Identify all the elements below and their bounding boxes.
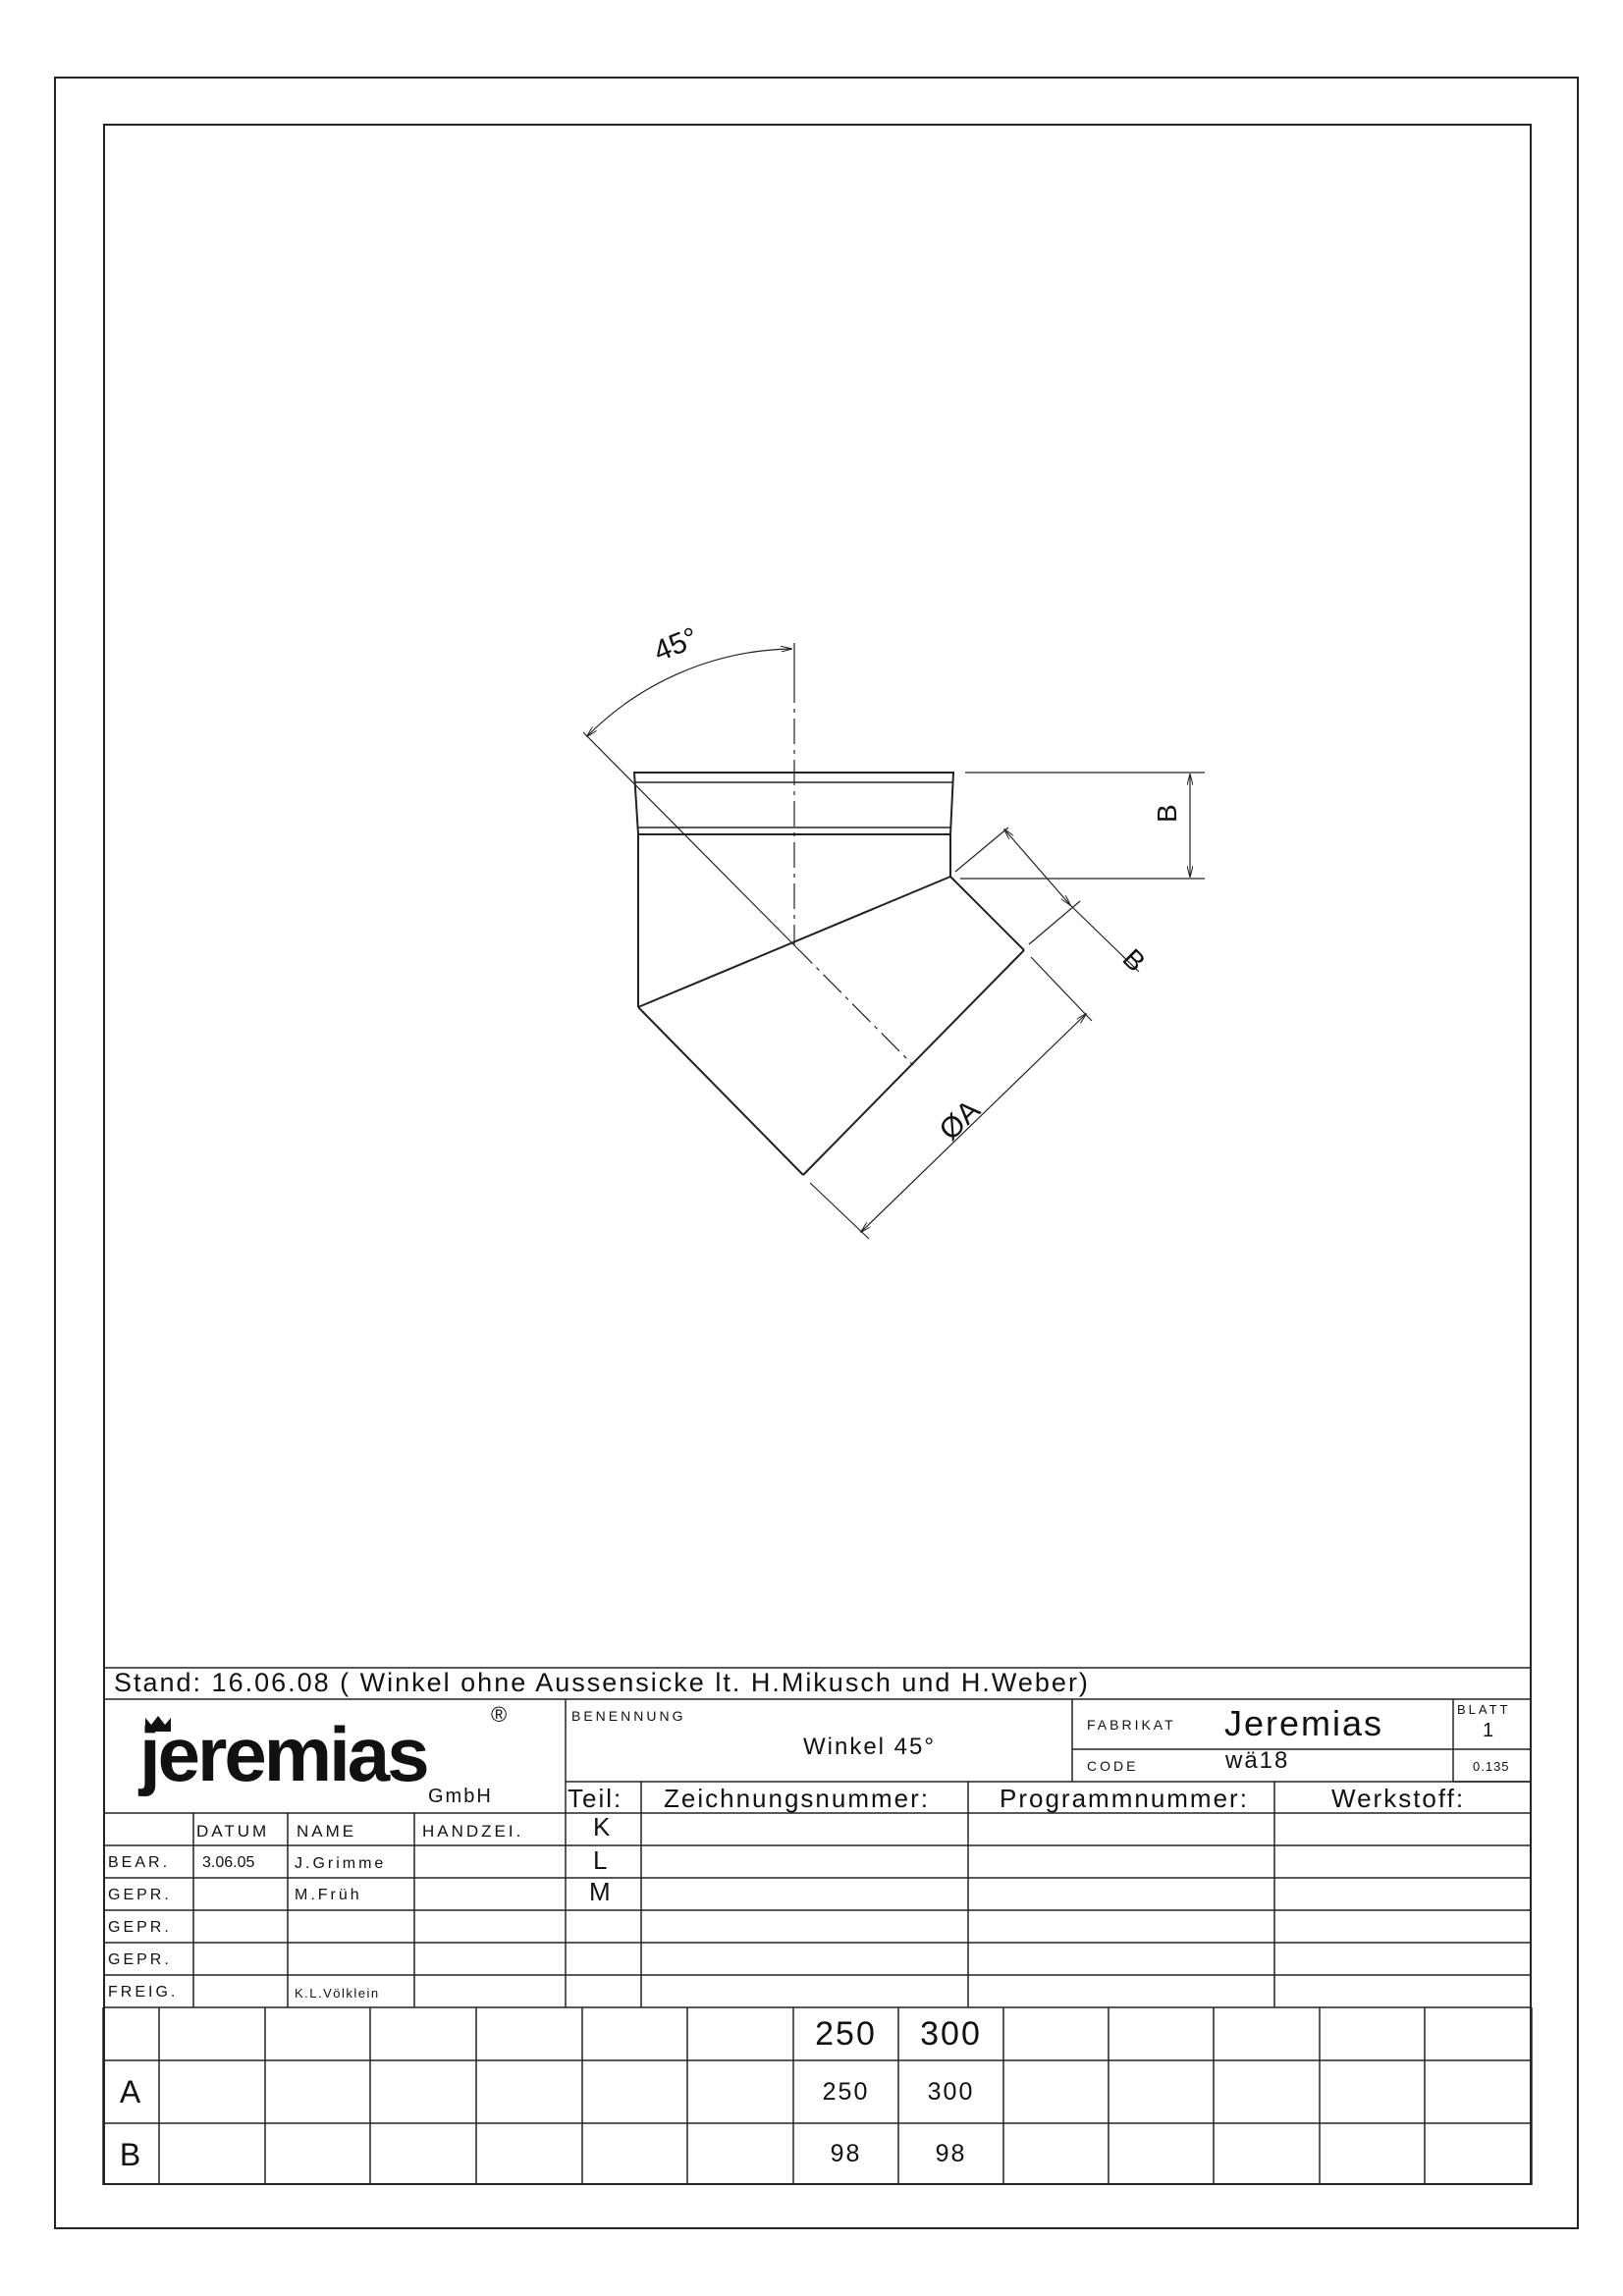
status-line: Stand: 16.06.08 ( Winkel ohne Aussensicke lt. H.Mikusch und H.Weber) [114, 1668, 1090, 1697]
benennung-label: BENENNUNG [571, 1708, 686, 1724]
size-table-header-cell: 250 [815, 2015, 877, 2053]
werkstoff-header: Werkstoff: [1331, 1784, 1466, 1813]
logo-suffix: GmbH [428, 1786, 493, 1807]
datum-header: DATUM [196, 1822, 270, 1841]
angle-label: 45° [649, 621, 703, 668]
benennung-value: Winkel 45° [803, 1734, 936, 1760]
blatt-value: 1 [1483, 1720, 1494, 1741]
role-gepr-1: GEPR. [108, 1887, 172, 1903]
name-bear: J.Grimme [295, 1855, 387, 1872]
role-gepr-2: GEPR. [108, 1919, 172, 1936]
size-table-cell: 98 [830, 2140, 862, 2167]
lower-left-wall [638, 1007, 803, 1175]
logo-registered: ® [491, 1702, 508, 1727]
name-freig: K.L.Völklein [295, 1986, 380, 2001]
zeichnungsnummer-header: Zeichnungsnummer: [664, 1784, 930, 1813]
fabrikat-value: Jeremias [1224, 1703, 1384, 1743]
lower-end-line [803, 950, 1024, 1175]
teil-k: K [593, 1812, 611, 1842]
handzei-header: HANDZEI. [422, 1822, 524, 1841]
programmnummer-header: Programmnummer: [1000, 1784, 1249, 1813]
size-table-row-label: A [119, 2074, 143, 2109]
dim-diameter-label: ØA [933, 1094, 987, 1148]
code-label: CODE [1087, 1758, 1139, 1774]
size-table-header-cell: 300 [920, 2015, 982, 2053]
role-freig: FREIG. [108, 1984, 179, 2001]
dim-a-ext-1 [1031, 957, 1092, 1021]
datum-bear: 3.06.05 [202, 1854, 255, 1871]
dim-b-diag-ext-1 [955, 828, 1008, 872]
size-table-cell: 98 [935, 2140, 967, 2167]
code-value: wä18 [1225, 1747, 1290, 1774]
teil-m: M [589, 1877, 611, 1906]
role-bear: BEAR. [108, 1854, 171, 1871]
dim-b-diagonal-line [1004, 829, 1070, 905]
fabrikat-label: FABRIKAT [1087, 1717, 1176, 1733]
company-logo [137, 1702, 511, 1807]
size-table-cell: 250 [822, 2077, 870, 2106]
centre-line-angled [794, 945, 913, 1065]
role-gepr-3: GEPR. [108, 1951, 172, 1968]
dim-a-ext-2 [810, 1183, 869, 1239]
blatt-label: BLATT [1457, 1702, 1511, 1717]
teil-l: L [593, 1845, 608, 1875]
logo-wordmark: jeremias [139, 1711, 427, 1797]
name-gepr-1: M.Früh [295, 1887, 362, 1903]
teil-header: Teil: [568, 1784, 623, 1813]
size-table-row-label: B [119, 2136, 143, 2172]
angle-extension-diagonal [583, 732, 794, 945]
blatt-sub: 0.135 [1473, 1759, 1510, 1774]
lower-right-wall [950, 877, 1024, 950]
name-header: NAME [297, 1822, 357, 1841]
dim-b-vertical-label: B [1152, 804, 1182, 823]
size-table-cell: 300 [927, 2077, 975, 2106]
angle-arc [587, 649, 791, 736]
dim-b-diagonal-label: B [1116, 942, 1152, 978]
